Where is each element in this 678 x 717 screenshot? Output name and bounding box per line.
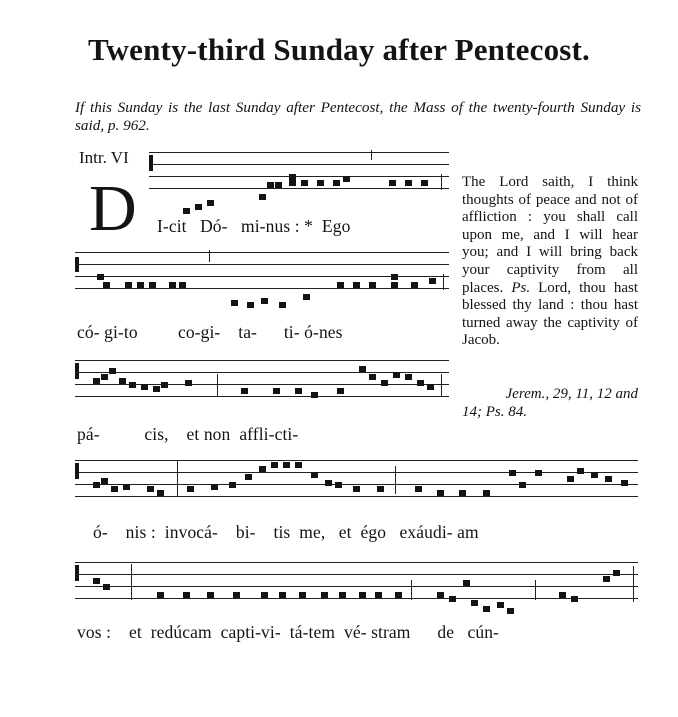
reference-line-2: 14; Ps. 84. [462, 403, 527, 420]
lyrics-line-2: có- gi-to co-gi- ta- ti- ó-nes [77, 322, 343, 342]
drop-cap-initial: D [89, 172, 137, 245]
chant-staff-5 [75, 562, 638, 610]
chant-staff-2 [75, 252, 449, 300]
scripture-reference [462, 386, 638, 421]
psalm-label: Ps. [511, 279, 531, 296]
chant-staff-4 [75, 460, 638, 508]
lyrics-line-4: ó- nis : invocá- bi- tis me, et égo exáudi- am [93, 522, 479, 542]
introit-mode-label: Intr. VI [79, 148, 129, 167]
chant-staff-3 [75, 360, 449, 408]
page-title: Twenty-third Sunday after Pentecost. [87, 32, 591, 67]
translation-body: The Lord saith, I think thoughts of peace and not of affliction : you shall call upon me, and I will hear you; and I will bring back your captivity from all places. [462, 174, 638, 296]
reference-line-1: Jerem., 29, 11, 12 and [505, 386, 638, 402]
lyrics-line-3: pá- cis, et non affli-cti- [77, 424, 299, 444]
lyrics-line-1: I-cit Dó- mi-nus : * Ego [157, 216, 351, 236]
rubric-note: If this Sunday is the last Sunday after Pentecost, the Mass of the twenty-fourth Sunday is said, p. 962. [75, 99, 641, 134]
translation-text [462, 174, 638, 350]
lyrics-line-5: vos : et redúcam capti-vi- tá-tem vé- stram de cún- [77, 622, 499, 642]
chant-staff-1 [149, 152, 449, 200]
psalm-text: Lord, thou hast blessed thy land : thou hast turned away the captivity of Jacob. [462, 279, 639, 349]
